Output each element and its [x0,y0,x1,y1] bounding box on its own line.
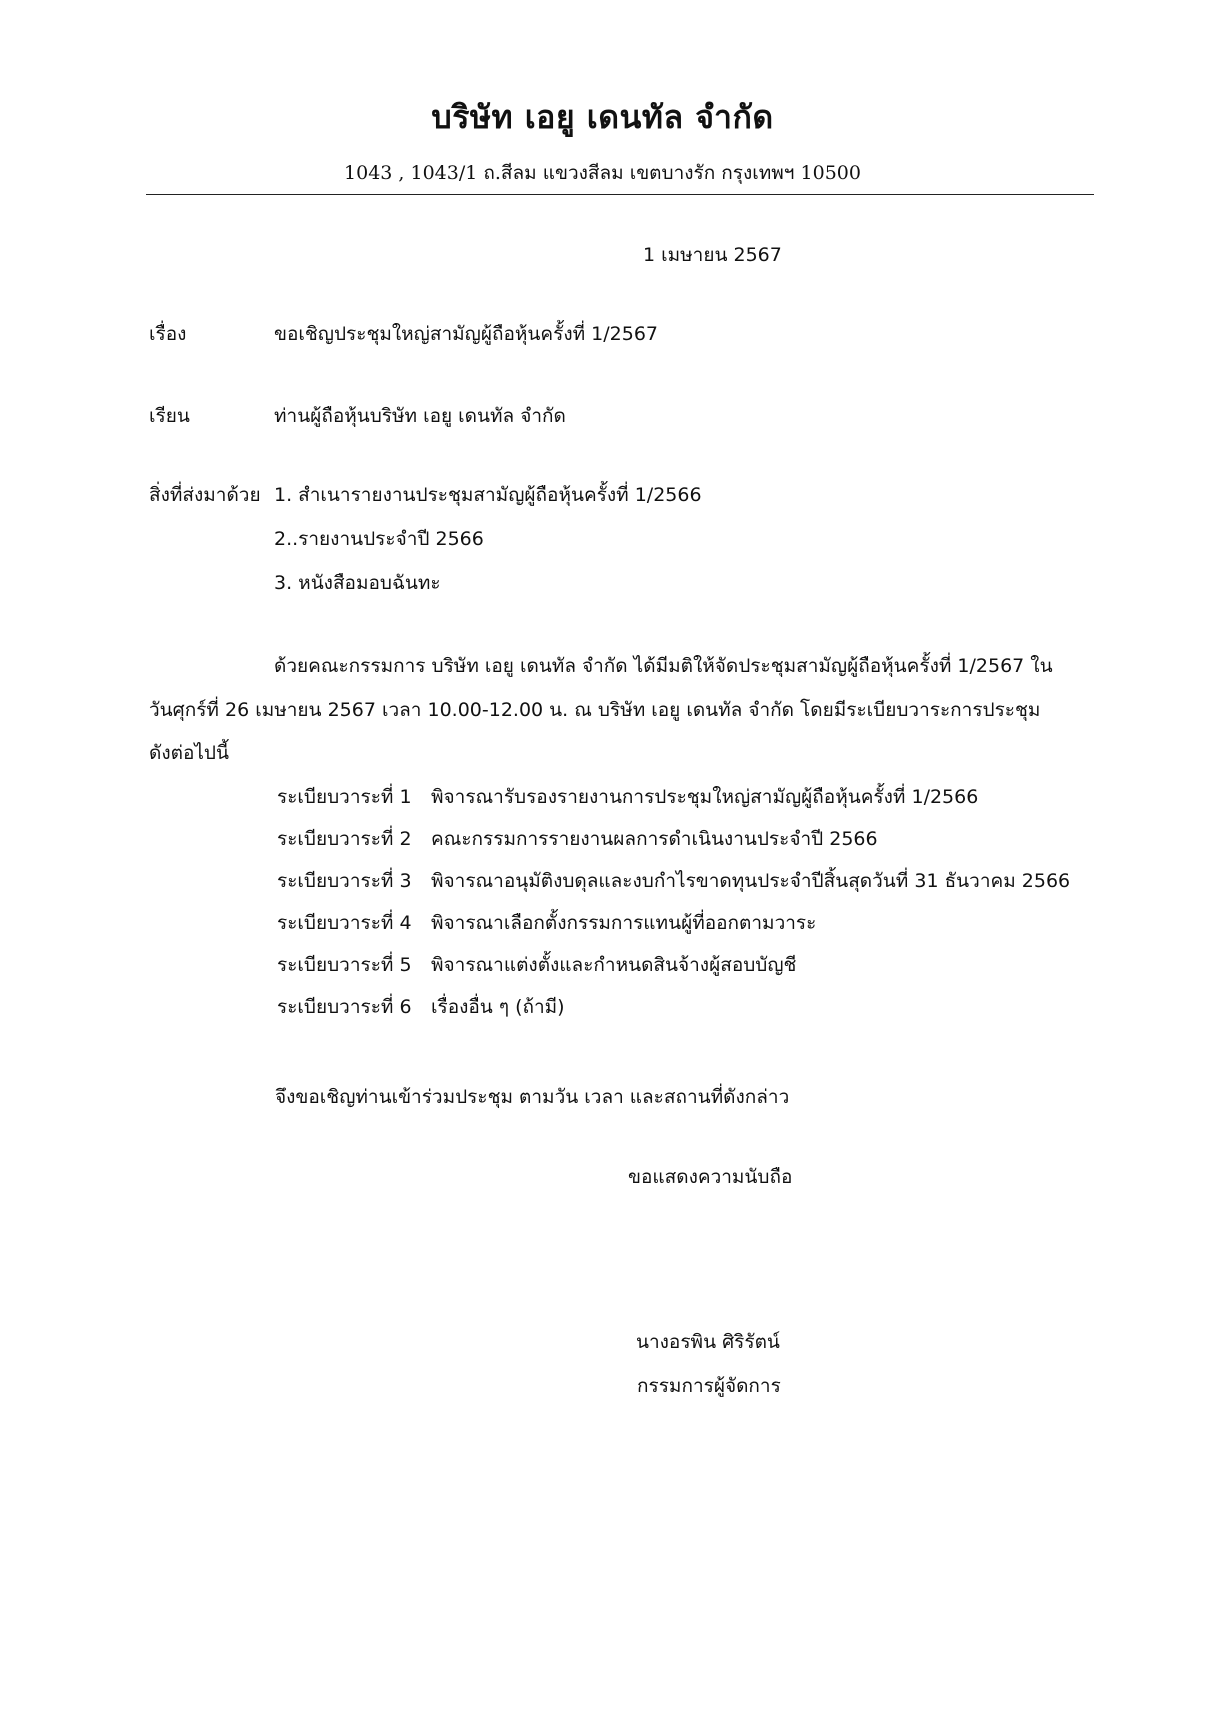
agenda-item-text: พิจารณาอนุมัติงบดุลและงบกำไรขาดทุนประจำปีสิ้นสุดวันที่ 31 ธันวาคม 2566 [431,870,1071,892]
closing-sentence: จึงขอเชิญท่านเข้าร่วมประชุม ตามวัน เวลา และสถานที่ดังกล่าว [275,1086,790,1108]
letter-date: 1 เมษายน 2567 [643,244,782,266]
subject-text: ขอเชิญประชุมใหญ่สามัญผู้ถือหุ้นครั้งที่ 1/2567 [274,323,658,345]
agenda-item-text: พิจารณาแต่งตั้งและกำหนดสินจ้างผู้สอบบัญชี [431,954,797,976]
agenda-item-number: ระเบียบวาระที่ 5 [277,954,412,976]
agenda-item-text: พิจารณารับรองรายงานการประชุมใหญ่สามัญผู้ถือหุ้นครั้งที่ 1/2566 [431,786,979,808]
signer-name: นางอรพิน ศิริรัตน์ [636,1331,780,1353]
body-paragraph-line: วันศุกร์ที่ 26 เมษายน 2567 เวลา 10.00-12.00 น. ณ บริษัท เอยู เดนทัล จำกัด โดยมีระเบียบวาระการประชุม [149,699,1041,721]
agenda-item-text: เรื่องอื่น ๆ (ถ้ามี) [431,996,565,1018]
agenda-item-number: ระเบียบวาระที่ 4 [277,912,412,934]
recipient-text: ท่านผู้ถือหุ้นบริษัท เอยู เดนทัล จำกัด [274,405,566,427]
complimentary-close: ขอแสดงความนับถือ [628,1166,793,1188]
subject-label: เรื่อง [149,323,187,345]
enclosure-item: 3. หนังสือมอบฉันทะ [274,572,441,594]
enclosure-item: 1. สำเนารายงานประชุมสามัญผู้ถือหุ้นครั้งที่ 1/2566 [274,484,702,506]
enclosures-label: สิ่งที่ส่งมาด้วย [149,484,261,506]
agenda-item-number: ระเบียบวาระที่ 1 [277,786,412,808]
agenda-item-text: คณะกรรมการรายงานผลการดำเนินงานประจำปี 2566 [431,828,878,850]
agenda-item-text: พิจารณาเลือกตั้งกรรมการแทนผู้ที่ออกตามวาระ [431,912,817,934]
body-paragraph-line: ด้วยคณะกรรมการ บริษัท เอยู เดนทัล จำกัด ได้มีมติให้จัดประชุมสามัญผู้ถือหุ้นครั้งที่ 1/2567 ใน [274,655,1053,677]
enclosure-item: 2..รายงานประจำปี 2566 [274,528,484,550]
header-divider [146,194,1094,195]
signer-title: กรรมการผู้จัดการ [637,1375,781,1397]
agenda-item-number: ระเบียบวาระที่ 6 [277,996,412,1018]
body-paragraph-line: ดังต่อไปนี้ [149,742,229,764]
agenda-item-number: ระเบียบวาระที่ 2 [277,828,412,850]
recipient-label: เรียน [149,405,190,427]
company-name: บริษัท เอยู เดนทัล จำกัด [431,98,774,136]
agenda-item-number: ระเบียบวาระที่ 3 [277,870,412,892]
company-address: 1043 , 1043/1 ถ.สีลม แขวงสีลม เขตบางรัก กรุงเทพฯ 10500 [344,162,861,184]
